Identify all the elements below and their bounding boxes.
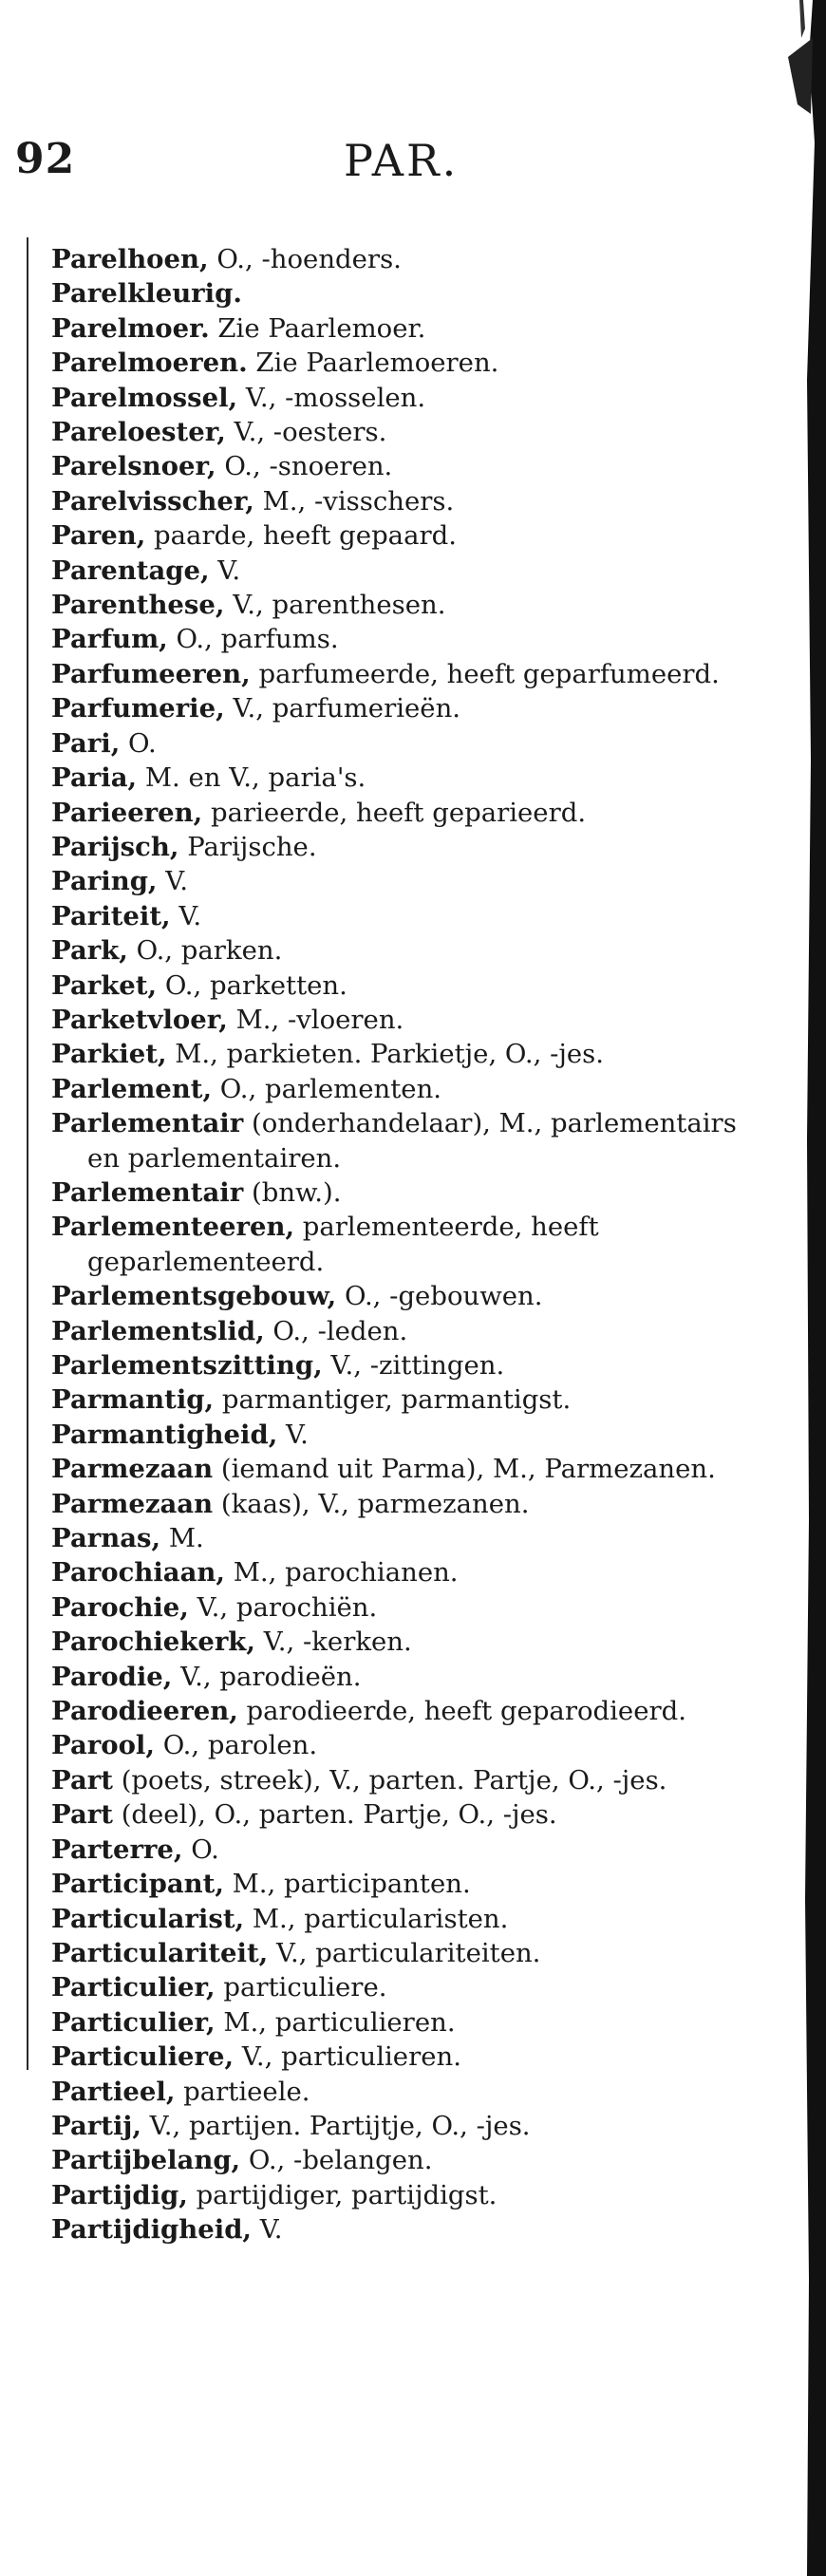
entry: [51, 657, 773, 691]
entry-text: paarde, heeft gepaard.: [145, 520, 457, 552]
entry-text: V., -zittingen.: [322, 1350, 505, 1381]
entry: [51, 415, 773, 449]
entry-headword: Parelmoer.: [51, 312, 210, 344]
entry-headword: Pari,: [51, 727, 121, 759]
entry: [51, 484, 773, 518]
entry-headword: Parfumerie,: [51, 693, 225, 724]
entry: [51, 518, 773, 553]
entry-headword: Parterre,: [51, 1833, 183, 1865]
entry-headword: Partij,: [51, 2110, 141, 2141]
entry-text: V.: [277, 1419, 309, 1450]
entry-text: V., parenthesen.: [224, 590, 446, 621]
dictionary-entries: [51, 242, 773, 2247]
entry-headword: Paren,: [51, 520, 146, 552]
entry-headword: Parijsch,: [51, 831, 179, 862]
entry: [51, 1797, 773, 1832]
entry: [51, 1555, 773, 1589]
entry-text: parlementeerde, heeft geparlementeerd.: [87, 1212, 599, 1277]
entry-headword: Partijdig,: [51, 2179, 188, 2210]
entry-text: O., -leden.: [264, 1315, 408, 1346]
margin-rule: [27, 237, 28, 2070]
entry-text: M., -visschers.: [253, 485, 455, 517]
entry-text: O., -snoeren.: [216, 451, 393, 482]
entry-headword: Parodie,: [51, 1661, 173, 1692]
entry-text: V., parodieën.: [172, 1661, 362, 1692]
entry: [51, 1694, 773, 1728]
entry: [51, 2212, 773, 2247]
entry: [51, 554, 773, 588]
entry-headword: Parochie,: [51, 1591, 189, 1623]
entry-headword: Parlementair: [51, 1176, 244, 1208]
entry-headword: Parodieeren,: [51, 1696, 238, 1727]
entry: [51, 311, 773, 346]
entry: [51, 1348, 773, 1382]
entry: [51, 1970, 773, 2004]
entry-headword: Parelmoeren.: [51, 348, 248, 379]
entry: [51, 1279, 773, 1313]
entry-headword: Parmantigheid,: [51, 1419, 278, 1450]
entry: [51, 1763, 773, 1797]
entry-headword: Parfumeeren,: [51, 658, 251, 689]
entry-text: partijdiger, partijdigst.: [187, 2179, 497, 2210]
entry-text: Zie Paarlemoeren.: [247, 348, 499, 379]
entry-headword: Partijbelang,: [51, 2145, 241, 2176]
entry: [51, 1625, 773, 1659]
entry-text: V.: [209, 555, 241, 586]
entry: [51, 1418, 773, 1452]
entry-text: V., parfumerieën.: [224, 693, 461, 724]
entry: [51, 1867, 773, 1901]
entry-headword: Park,: [51, 935, 128, 967]
entry: [51, 1521, 773, 1555]
entry-text: V., particulieren.: [234, 2041, 461, 2073]
entry: [51, 2005, 773, 2040]
entry-headword: Parieeren,: [51, 797, 203, 828]
entry-text: (onderhandelaar), M., parlementairs en parlementairen.: [87, 1108, 737, 1174]
entry-text: parieerde, heeft geparieerd.: [202, 797, 587, 828]
entry-headword: Participant,: [51, 1869, 224, 1900]
entry-text: V., parochiën.: [188, 1591, 378, 1623]
entry: [51, 346, 773, 380]
entry-text: O., -belangen.: [240, 2145, 433, 2176]
entry-text: Parijsche.: [178, 831, 317, 862]
entry-text: M., -vloeren.: [227, 1004, 404, 1035]
entry: [51, 588, 773, 622]
entry-headword: Parlementsgebouw,: [51, 1281, 337, 1312]
running-head: PAR.: [344, 135, 460, 186]
entry-text: O., -hoenders.: [208, 244, 402, 274]
entry-headword: Parentage,: [51, 555, 210, 586]
entry-text: V.: [170, 900, 202, 931]
entry-headword: Parelvisscher,: [51, 485, 254, 517]
entry-text: O., parfums.: [167, 624, 339, 655]
entry: [51, 1106, 773, 1175]
entry-text: O.: [182, 1833, 219, 1865]
entry-text: M., parkieten. Parkietje, O., -jes.: [166, 1039, 605, 1070]
entry-text: parodieerde, heeft geparodieerd.: [237, 1696, 686, 1727]
entry: [51, 761, 773, 795]
entry-headword: Parlementair: [51, 1108, 244, 1139]
entry-text: (deel), O., parten. Partje, O., -jes.: [112, 1799, 557, 1831]
entry-text: parmantiger, parmantigst.: [214, 1384, 572, 1416]
entry-text: V., -mosselen.: [237, 382, 426, 413]
entry: [51, 2143, 773, 2177]
entry-text: M.: [160, 1523, 204, 1554]
entry-headword: Parelhoen,: [51, 244, 209, 274]
entry-text: M., particulieren.: [215, 2006, 456, 2038]
entry-headword: Paria,: [51, 762, 138, 794]
entry: [51, 2075, 773, 2109]
entry-text: O., parlementen.: [212, 1073, 442, 1104]
entry-text: parfumeerde, heeft geparfumeerd.: [250, 658, 720, 689]
entry: [51, 1072, 773, 1106]
entry-headword: Partijdigheid,: [51, 2214, 252, 2246]
entry: [51, 1936, 773, 1970]
entry-text: Zie Paarlemoer.: [209, 312, 426, 344]
entry: [51, 1487, 773, 1521]
entry-headword: Part: [51, 1764, 113, 1796]
entry-headword: Parket,: [51, 969, 158, 1001]
entry: [51, 622, 773, 656]
entry: [51, 449, 773, 483]
entry: [51, 830, 773, 864]
entry-headword: Parelkleurig.: [51, 278, 242, 310]
entry: [51, 2040, 773, 2074]
page-number: 92: [15, 135, 76, 183]
entry: [51, 2178, 773, 2212]
entry-headword: Parketvloer,: [51, 1004, 228, 1035]
entry-headword: Parlementslid,: [51, 1315, 265, 1346]
entry: [51, 933, 773, 968]
entry-headword: Parmezaan: [51, 1488, 214, 1519]
entry: [51, 1728, 773, 1762]
entry: [51, 381, 773, 415]
entry: [51, 864, 773, 898]
entry-text: (poets, streek), V., parten. Partje, O., -jes.: [112, 1764, 667, 1796]
entry-text: O.: [120, 727, 157, 759]
entry: [51, 796, 773, 830]
entry-text: O., parolen.: [154, 1730, 318, 1761]
entry-headword: Partieel,: [51, 2076, 176, 2107]
entry: [51, 1902, 773, 1936]
entry-text: O., parketten.: [157, 969, 347, 1001]
entry-headword: Parlementeeren,: [51, 1212, 295, 1243]
entry-headword: Pareloester,: [51, 417, 226, 448]
entry: [51, 242, 773, 276]
entry-text: (bnw.).: [243, 1176, 342, 1208]
entry-headword: Parelmossel,: [51, 382, 238, 413]
entry: [51, 1210, 773, 1279]
entry: [51, 1382, 773, 1417]
entry-headword: Particulier,: [51, 1972, 216, 2003]
entry: [51, 1003, 773, 1037]
entry: [51, 276, 773, 310]
entry-text: (kaas), V., parmezanen.: [213, 1488, 530, 1519]
entry-headword: Particularist,: [51, 1903, 245, 1934]
entry-headword: Parkiet,: [51, 1039, 167, 1070]
entry: [51, 968, 773, 1003]
entry-headword: Particuliere,: [51, 2041, 235, 2073]
entry-headword: Parmantig,: [51, 1384, 215, 1416]
entry: [51, 1314, 773, 1348]
entry-headword: Particulariteit,: [51, 1937, 269, 1968]
entry: [51, 691, 773, 725]
entry: [51, 726, 773, 761]
entry-headword: Parfum,: [51, 624, 168, 655]
entry-headword: Parmezaan: [51, 1454, 214, 1485]
entry: [51, 1590, 773, 1625]
entry-text: V.: [252, 2214, 283, 2246]
entry-headword: Parenthese,: [51, 590, 225, 621]
entry: [51, 1175, 773, 1210]
entry: [51, 899, 773, 933]
entry-text: V., -kerken.: [254, 1626, 412, 1658]
entry: [51, 1833, 773, 1867]
entry-text: V., particulariteiten.: [268, 1937, 541, 1968]
entry-text: M., particularisten.: [244, 1903, 509, 1934]
entry-headword: Parlementszitting,: [51, 1350, 323, 1381]
entry-text: O., parken.: [127, 935, 283, 967]
entry-text: (iemand uit Parma), M., Parmezanen.: [213, 1454, 716, 1485]
entry-text: M., parochianen.: [224, 1557, 459, 1589]
entry-headword: Parochiekerk,: [51, 1626, 255, 1658]
entry-text: M. en V., paria's.: [137, 762, 366, 794]
entry-text: partieele.: [175, 2076, 310, 2107]
entry-text: O., -gebouwen.: [336, 1281, 543, 1312]
entry-headword: Parool,: [51, 1730, 155, 1761]
entry: [51, 1660, 773, 1694]
entry-headword: Pariteit,: [51, 900, 171, 931]
entry-headword: Parelsnoer,: [51, 451, 216, 482]
entry-headword: Part: [51, 1799, 113, 1831]
entry-headword: Paring,: [51, 866, 158, 897]
entry-text: M., participanten.: [223, 1869, 471, 1900]
entry-headword: Particulier,: [51, 2006, 216, 2038]
entry-headword: Parnas,: [51, 1523, 161, 1554]
entry-headword: Parlement,: [51, 1073, 213, 1104]
entry-text: V.: [157, 866, 189, 897]
entry-text: particuliere.: [215, 1972, 387, 2003]
entry: [51, 2109, 773, 2143]
entry-headword: Parochiaan,: [51, 1557, 225, 1589]
entry-text: V., partijen. Partijtje, O., -jes.: [141, 2110, 531, 2141]
entry-text: V., -oesters.: [225, 417, 387, 448]
entry: [51, 1037, 773, 1071]
entry: [51, 1452, 773, 1486]
